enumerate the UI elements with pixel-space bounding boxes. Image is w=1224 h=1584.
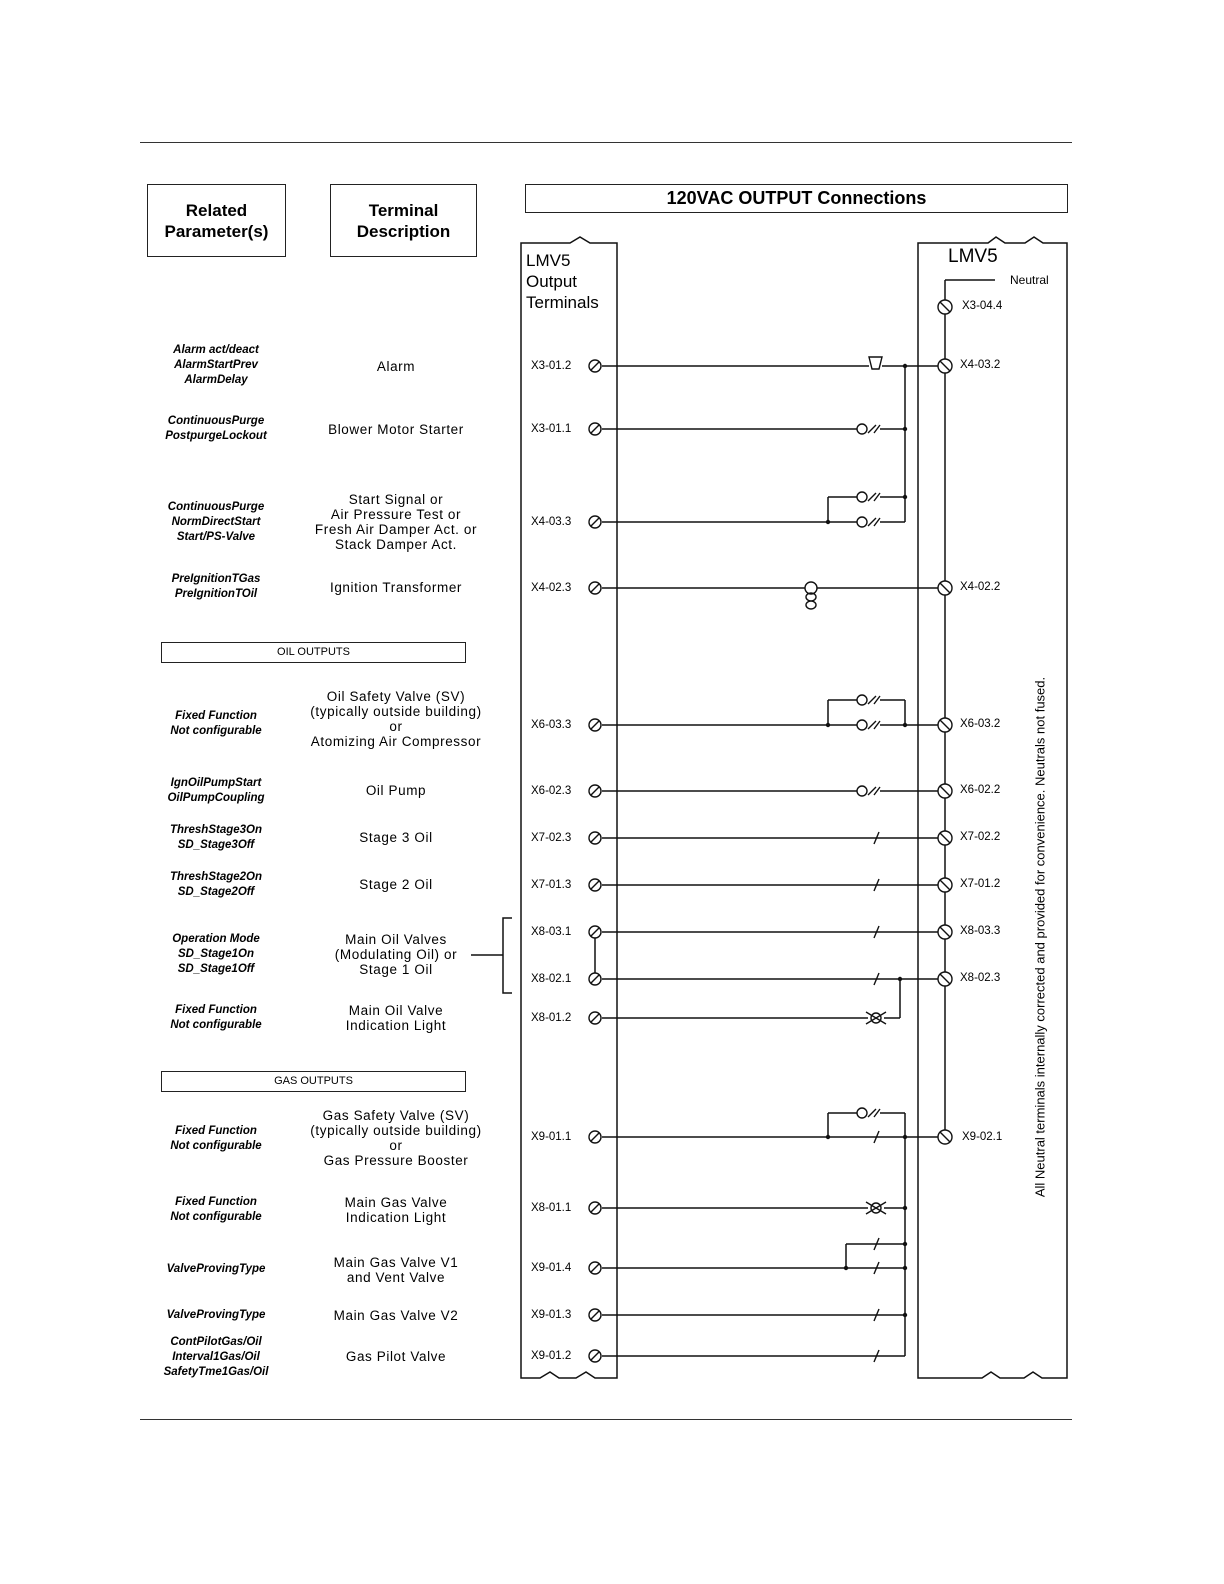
ignition-transformer-symbol (805, 582, 817, 609)
diagram-title: 120VAC OUTPUT Connections (525, 184, 1068, 213)
contact-symbol (857, 517, 880, 527)
terminal-screw (589, 1309, 601, 1321)
neutral-terminal-screw (938, 784, 952, 798)
neutral-terminal-screw (938, 300, 952, 314)
row-description: Alarm (376, 359, 416, 374)
terminal-screw (589, 1262, 601, 1274)
left-terminal-label: X4-03.3 (531, 516, 572, 528)
row-params: Fixed Function Not configurable (170, 1004, 262, 1031)
right-terminal-label: X4-03.2 (960, 359, 1001, 371)
x8-bracket (503, 918, 512, 993)
left-terminal-label: X6-03.3 (531, 719, 572, 731)
junction-dot (826, 520, 830, 524)
terminal-screw (589, 926, 601, 938)
row-params: ContinuousPurge NormDirectStart Start/PS-Valve (167, 501, 265, 543)
lmv5-neutral-block (918, 237, 1067, 1378)
junction-dot (826, 1135, 830, 1139)
alarm-horn-symbol (869, 357, 882, 369)
row-params: Fixed Function Not configurable (170, 1125, 262, 1152)
junction-dot (903, 1266, 907, 1270)
row-params: ValveProvingType (166, 1263, 266, 1275)
left-terminal-label: X9-01.1 (531, 1131, 572, 1143)
row-description: Stage 3 Oil (359, 830, 433, 845)
neutral-terminal-screw (938, 878, 952, 892)
indication-light-symbol (866, 1202, 886, 1214)
junction-dot (903, 364, 907, 368)
junction-dot (903, 1206, 907, 1210)
junction-dot (903, 1313, 907, 1317)
row-description: Ignition Transformer (329, 580, 463, 595)
terminal-screw (589, 832, 601, 844)
right-terminal-label: X7-02.2 (960, 831, 1001, 843)
left-terminal-label: X7-01.3 (531, 879, 572, 891)
lmv5-neutral-label: LMV5 (948, 246, 998, 267)
row-description: Blower Motor Starter (328, 422, 464, 437)
neutral-terminal-screw (938, 831, 952, 845)
terminal-screw (589, 973, 601, 985)
left-terminal-label: X9-01.2 (531, 1350, 572, 1362)
left-terminal-label: X9-01.4 (531, 1262, 572, 1274)
row-params: Fixed Function Not configurable (170, 710, 262, 737)
left-terminal-label: X8-02.1 (531, 973, 572, 985)
contact-symbol (857, 1108, 880, 1118)
left-terminal-label: X7-02.3 (531, 832, 572, 844)
left-terminal-label: X8-01.2 (531, 1012, 572, 1024)
row-params: PreIgnitionTGas PreIgnitionTOil (171, 573, 261, 600)
junction-dot (903, 1242, 907, 1246)
neutral-terminal-screw (938, 718, 952, 732)
right-terminal-label: X4-02.2 (960, 581, 1001, 593)
gas-outputs-section: GAS OUTPUTS (161, 1071, 466, 1092)
row-params: Fixed Function Not configurable (170, 1196, 262, 1223)
terminal-screw (589, 785, 601, 797)
left-terminal-label: X6-02.3 (531, 785, 572, 797)
neutral-terminal-screw (938, 581, 952, 595)
junction-dot (826, 723, 830, 727)
row-description: Gas Pilot Valve (345, 1349, 447, 1364)
row-description: Main Gas Valve Indication Light (344, 1195, 448, 1225)
row-params: ContPilotGas/Oil Interval1Gas/Oil SafetyTme1Gas/Oil (163, 1336, 269, 1378)
contact-symbol (857, 424, 880, 434)
neutral-terminal-label: X3-04.4 (962, 300, 1003, 312)
row-description: Stage 2 Oil (359, 877, 433, 892)
neutral-terminal-screw (938, 972, 952, 986)
right-terminal-label: X6-03.2 (960, 718, 1001, 730)
row-description: Main Gas Valve V1 and Vent Valve (333, 1255, 459, 1285)
terminal-screw (589, 719, 601, 731)
terminal-screw (589, 879, 601, 891)
junction-dot (898, 977, 902, 981)
row-params: ValveProvingType (166, 1309, 266, 1321)
lmv5-output-terminals-label: LMV5 Output Terminals (526, 251, 599, 312)
row-description: Oil Safety Valve (SV) (typically outside building) or Atomizing Air Compressor (310, 689, 482, 749)
row-params: Operation Mode SD_Stage1On SD_Stage1Off (172, 933, 260, 975)
neutral-label: Neutral (1010, 273, 1049, 287)
right-terminal-label: X7-01.2 (960, 878, 1001, 890)
left-terminal-label: X8-01.1 (531, 1202, 572, 1214)
right-terminal-label: X6-02.2 (960, 784, 1001, 796)
lmv5-output-block (521, 237, 617, 1378)
row-params: ThreshStage3On SD_Stage3Off (169, 824, 263, 851)
contact-symbol (857, 492, 880, 502)
left-terminal-label: X8-03.1 (531, 926, 572, 938)
neutral-terminal-screw (938, 359, 952, 373)
left-terminal-label: X3-01.2 (531, 360, 572, 372)
row-params: Alarm act/deact AlarmStartPrev AlarmDelay (173, 344, 259, 386)
terminal-screw (589, 423, 601, 435)
right-terminal-label: X8-02.3 (960, 972, 1001, 984)
terminal-screw (589, 1131, 601, 1143)
row-description: Main Oil Valves (Modulating Oil) or Stage 1 Oil (334, 932, 458, 977)
neutral-terminal-screw (938, 925, 952, 939)
indication-light-symbol (866, 1012, 886, 1024)
terminal-screw (589, 1012, 601, 1024)
row-description: Start Signal or Air Pressure Test or Fresh Air Damper Act. or Stack Damper Act. (314, 492, 478, 552)
row-description: Main Oil Valve Indication Light (345, 1003, 447, 1033)
junction-dot (903, 495, 907, 499)
junction-dot (903, 427, 907, 431)
related-parameters-header: Related Parameter(s) (147, 184, 286, 257)
left-terminal-label: X9-01.3 (531, 1309, 572, 1321)
terminal-screw (589, 516, 601, 528)
right-terminal-label: X8-03.3 (960, 925, 1001, 937)
junction-dot (844, 1266, 848, 1270)
terminal-screw (589, 360, 601, 372)
row-params: ThreshStage2On SD_Stage2Off (169, 871, 263, 898)
terminal-screw (589, 1350, 601, 1362)
row-params: ContinuousPurge PostpurgeLockout (165, 415, 267, 442)
row-description: Gas Safety Valve (SV) (typically outside building) or Gas Pressure Booster (310, 1108, 482, 1168)
terminal-screw (589, 582, 601, 594)
terminal-description-header: Terminal Description (330, 184, 477, 257)
junction-dot (903, 723, 907, 727)
contact-symbol (857, 720, 880, 730)
row-description: Oil Pump (365, 783, 427, 798)
left-terminal-label: X4-02.3 (531, 582, 572, 594)
contact-symbol (857, 786, 880, 796)
right-terminal-label: X9-02.1 (962, 1131, 1003, 1143)
contact-symbol (857, 695, 880, 705)
junction-dot (903, 1135, 907, 1139)
row-description: Main Gas Valve V2 (333, 1308, 459, 1323)
oil-outputs-section: OIL OUTPUTS (161, 642, 466, 663)
neutral-note-text: All Neutral terminals internally corrected and provided for convenience. Neutrals not fused. (1032, 676, 1048, 1198)
row-params: IgnOilPumpStart OilPumpCoupling (167, 777, 265, 804)
neutral-terminal-screw (938, 1130, 952, 1144)
terminal-screw (589, 1202, 601, 1214)
left-terminal-label: X3-01.1 (531, 423, 572, 435)
